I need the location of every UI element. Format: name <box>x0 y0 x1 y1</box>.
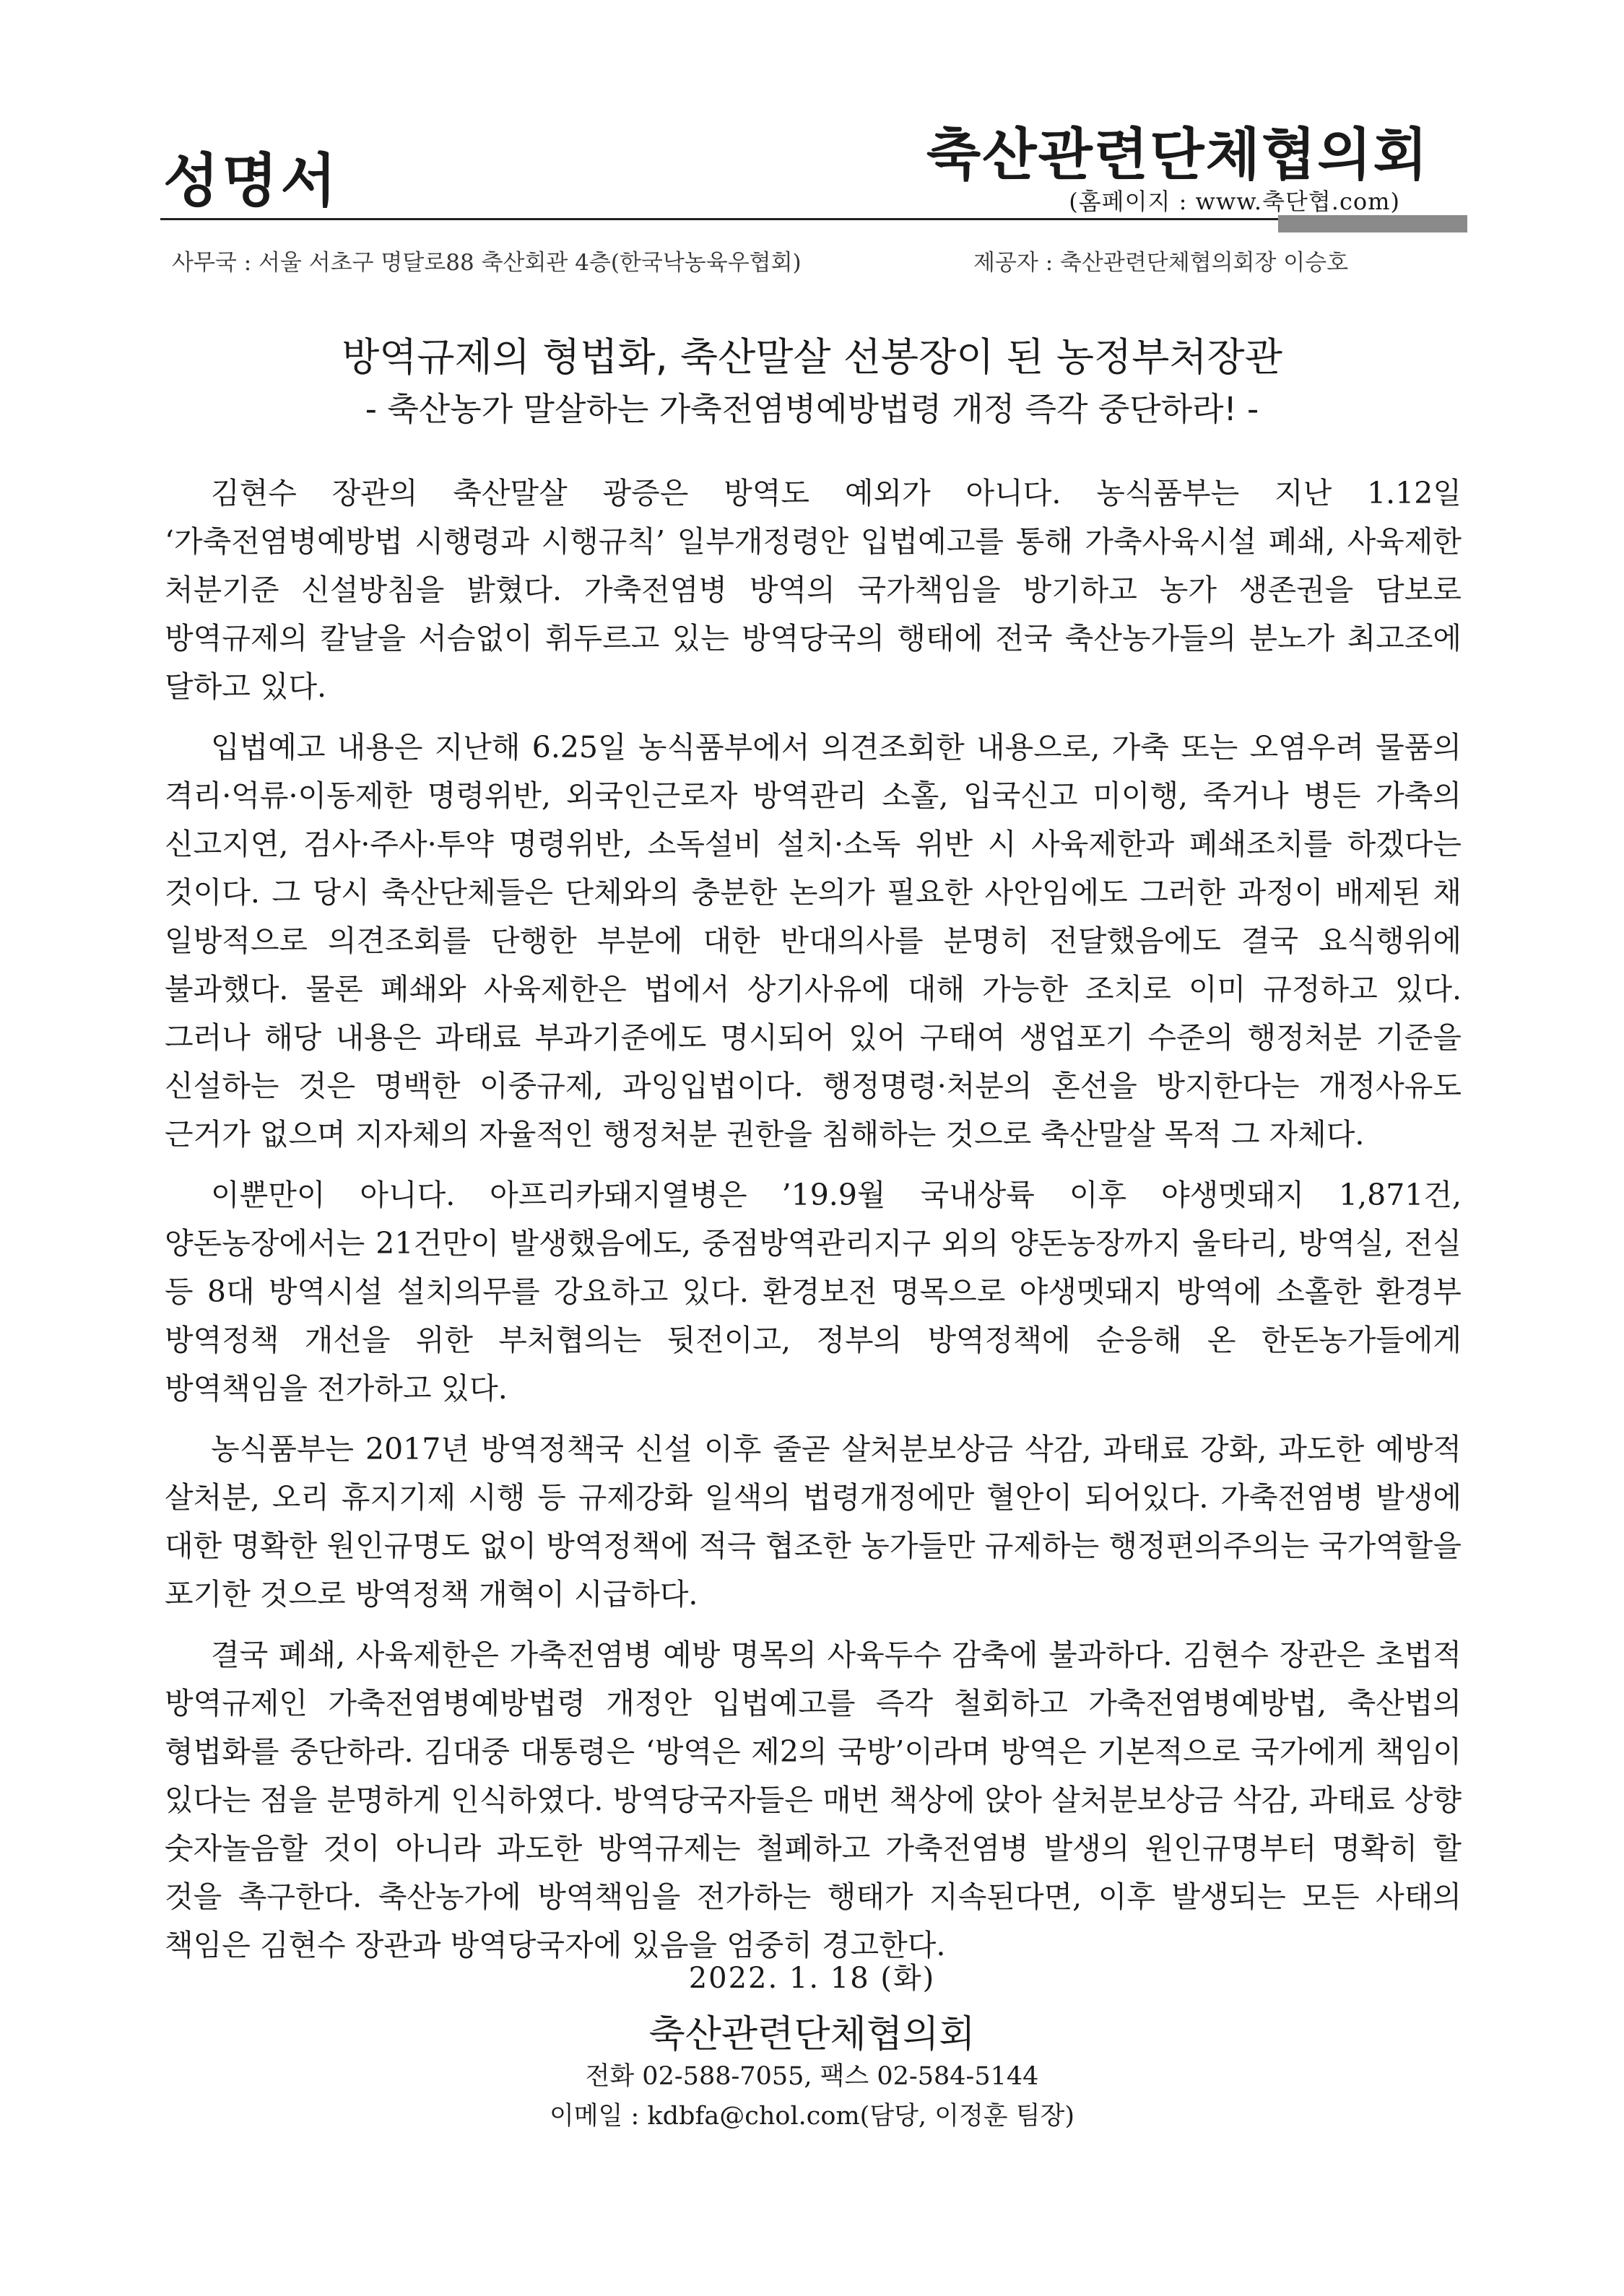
statement-body <box>165 469 1462 1982</box>
contact-phone-fax: 전화 02-588-7055, 팩스 02-584-5144 <box>585 2062 1039 2091</box>
document-type-title: 성명서 <box>163 147 339 214</box>
office-address: 사무국 : 서울 서초구 명달로88 축산회관 4층(한국낙농육우협회) <box>172 250 802 276</box>
body-paragraph: 김현수 장관의 축산말살 광증은 방역도 예외가 아니다. 농식품부는 지난 1.12일 ‘가축전염병예방법 시행령과 시행규칙’ 일부개정령안 입법예고를 통해 가축사육시설 폐쇄, 사육제한 처분기준 신설방침을 밝혔다. 가축전염병 방역의 국가책임을 방기하고 농가 생존권을 담보로 방역규제의 칼날을 서슴없이 휘두르고 있는 방역당국의 행태에 전국 축산농가들의 분노가 최고조에 달하고 있다. <box>165 476 1462 704</box>
statement-main-title: 방역규제의 형법화, 축산말살 선봉장이 된 농정부처장관 <box>342 334 1282 380</box>
signature-organization: 축산관련단체협의회 <box>648 2013 976 2056</box>
body-paragraph: 이뿐만이 아니다. 아프리카돼지열병은 ’19.9월 국내상륙 이후 야생멧돼지 1,871건, 양돈농장에서는 21건만이 발생했음에도, 중점방역관리지구 외의 양돈농장까지 울타리, 방역실, 전실 등 8대 방역시설 설치의무를 강요하고 있다. 환경보전 명목으로 야생멧돼지 방역에 소홀한 환경부 방역정책 개선을 위한 부처협의는 뒷전이고, 정부의 방역정책에 순응해 온 한돈농가들에게 방역책임을 전가하고 있다. <box>165 1178 1462 1406</box>
body-paragraph: 입법예고 내용은 지난해 6.25일 농식품부에서 의견조회한 내용으로, 가축 또는 오염우려 물품의 격리·억류·이동제한 명령위반, 외국인근로자 방역관리 소홀, 입국신고 미이행, 죽거나 병든 가축의 신고지연, 검사·주사·투약 명령위반, 소독설비 설치·소독 위반 시 사육제한과 폐쇄조치를 하겠다는 것이다. 그 당시 축산단체들은 단체와의 충분한 논의가 필요한 사안임에도 그러한 과정이 배제된 채 일방적으로 의견조회를 단행한 부분에 대한 반대의사를 분명히 전달했음에도 결국 요식행위에 불과했다. 물론 폐쇄와 사육제한은 법에서 상기사유에 대해 가능한 조치로 이미 규정하고 있다. 그러나 해당 내용은 과태료 부과기준에도 명시되어 있어 구태여 생업포기 수준의 행정처분 기준을 신설하는 것은 명백한 이중규제, 과잉입법이다. 행정명령·처분의 혼선을 방지한다는 개정사유도 근거가 없으며 지자체의 자율적인 행정처분 권한을 침해하는 것으로 축산말살 목적 그 자체다. <box>165 730 1462 1152</box>
provider-info: 제공자 : 축산관련단체협의회장 이승호 <box>973 250 1349 276</box>
body-paragraph: 농식품부는 2017년 방역정책국 신설 이후 줄곧 살처분보상금 삭감, 과태료 강화, 과도한 예방적 살처분, 오리 휴지기제 시행 등 규제강화 일색의 법령개정에만 혈안이 되어있다. 가축전염병 발생에 대한 명확한 원인규명도 없이 방역정책에 적극 협조한 농가들만 규제하는 행정편의주의는 국가역할을 포기한 것으로 방역정책 개혁이 시급하다. <box>165 1432 1462 1612</box>
office-info-line <box>172 244 1472 277</box>
header-divider-bar <box>1278 215 1467 232</box>
homepage-url: (홈페이지 : www.축단협.com) <box>1069 188 1400 215</box>
header-divider-line <box>160 218 1278 220</box>
statement-subtitle: - 축산농가 말살하는 가축전염병예방법령 개정 즉각 중단하라! - <box>365 390 1259 428</box>
statement-date: 2022. 1. 18 (화) <box>688 1962 936 1995</box>
contact-email: 이메일 : kdbfa@chol.com(담당, 이정훈 팀장) <box>549 2102 1075 2131</box>
organization-name-header: 축산관련단체협의회 <box>926 123 1429 188</box>
body-paragraph: 결국 폐쇄, 사육제한은 가축전염병 예방 명목의 사육두수 감축에 불과하다. 김현수 장관은 초법적 방역규제인 가축전염병예방법령 개정안 입법예고를 즉각 철회하고 가축전염병예방법, 축산법의 형법화를 중단하라. 김대중 대통령은 ‘방역은 제2의 국방’이라며 방역은 기본적으로 국가에게 책임이 있다는 점을 분명하게 인식하였다. 방역당국자들은 매번 책상에 앉아 살처분보상금 삭감, 과태료 상향 숫자놀음할 것이 아니라 과도한 방역규제는 철폐하고 가축전염병 발생의 원인규명부터 명확히 할 것을 촉구한다. 축산농가에 방역책임을 전가하는 행태가 지속된다면, 이후 발생되는 모든 사태의 책임은 김현수 장관과 방역당국자에 있음을 엄중히 경고한다. <box>165 1638 1462 1962</box>
